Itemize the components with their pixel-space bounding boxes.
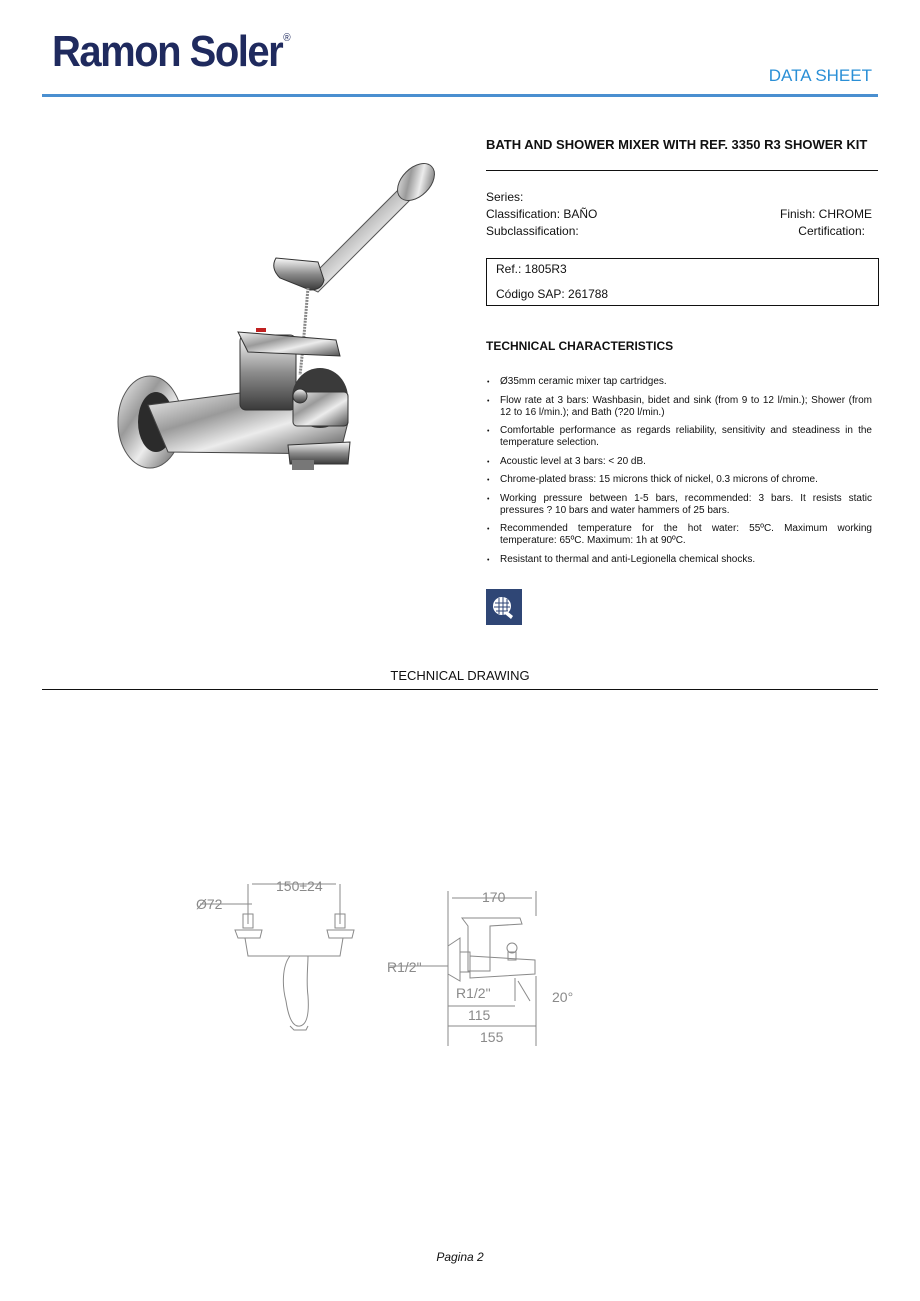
reference-code: Ref.: 1805R3: [496, 262, 567, 276]
list-item: • Chrome-plated brass: 15 microns thick of nickel, 0.3 microns of chrome.: [486, 474, 872, 486]
list-item: • Ø35mm ceramic mixer tap cartridges.: [486, 376, 872, 388]
trademark-symbol: ®: [283, 32, 291, 45]
list-item: • Recommended temperature for the hot water: 55ºC. Maximum working temperature: 65ºC. Maximum: 1h at 90ºC.: [486, 523, 872, 547]
list-item: • Acoustic level at 3 bars: < 20 dB.: [486, 456, 872, 468]
drawing-label-115: 115: [468, 1007, 491, 1023]
drawing-label-angle: 20°: [552, 989, 574, 1005]
drawing-label-thread-bottom: R1/2": [456, 985, 491, 1001]
drawing-label-width: 170: [482, 889, 506, 905]
certification: Certification:: [798, 224, 865, 238]
drawing-heading: TECHNICAL DRAWING: [390, 668, 530, 683]
sap-code: Código SAP: 261788: [496, 287, 609, 301]
drawing-label-spacing: 150±24: [276, 878, 323, 894]
title-divider: [486, 170, 878, 171]
product-photo: [108, 160, 438, 470]
technical-heading: TECHNICAL CHARACTERISTICS: [486, 339, 674, 353]
drawing-label-155: 155: [480, 1029, 504, 1045]
brand-name: Ramon Soler: [52, 28, 283, 76]
cartridge-feature-badge: [486, 589, 522, 625]
technical-drawing: [190, 876, 590, 1051]
list-item: • Working pressure between 1-5 bars, recommended: 3 bars. It resists static pressures ? 10 bars and water hammers of 25 bars.: [486, 493, 872, 517]
brand-logo: [52, 28, 290, 77]
drawing-label-thread-left: R1/2": [387, 959, 422, 975]
page-number: Pagina 2: [436, 1250, 484, 1264]
reference-box: [486, 258, 879, 306]
cartridge-icon: [486, 589, 522, 625]
list-item: • Comfortable performance as regards reliability, sensitivity and steadiness in the temperature selection.: [486, 425, 872, 449]
document-type: DATA SHEET: [768, 66, 872, 85]
finish: Finish: CHROME: [779, 207, 872, 221]
list-item: • Resistant to thermal and anti-Legionella chemical shocks.: [486, 554, 872, 566]
drawing-label-diameter: Ø72: [196, 896, 223, 912]
header-divider: [42, 94, 878, 97]
subclassification: Subclassification:: [486, 224, 579, 238]
list-item: • Flow rate at 3 bars: Washbasin, bidet and sink (from 9 to 12 l/min.); Shower (from 12 to 16 l/min.); and Bath (?20 l/min.): [486, 395, 872, 419]
series-label: Series:: [486, 190, 524, 204]
technical-list: [486, 376, 872, 572]
drawing-divider: [42, 689, 878, 690]
classification: Classification: BAÑO: [486, 207, 598, 221]
product-title: BATH AND SHOWER MIXER WITH REF. 3350 R3 SHOWER KIT: [486, 137, 868, 152]
